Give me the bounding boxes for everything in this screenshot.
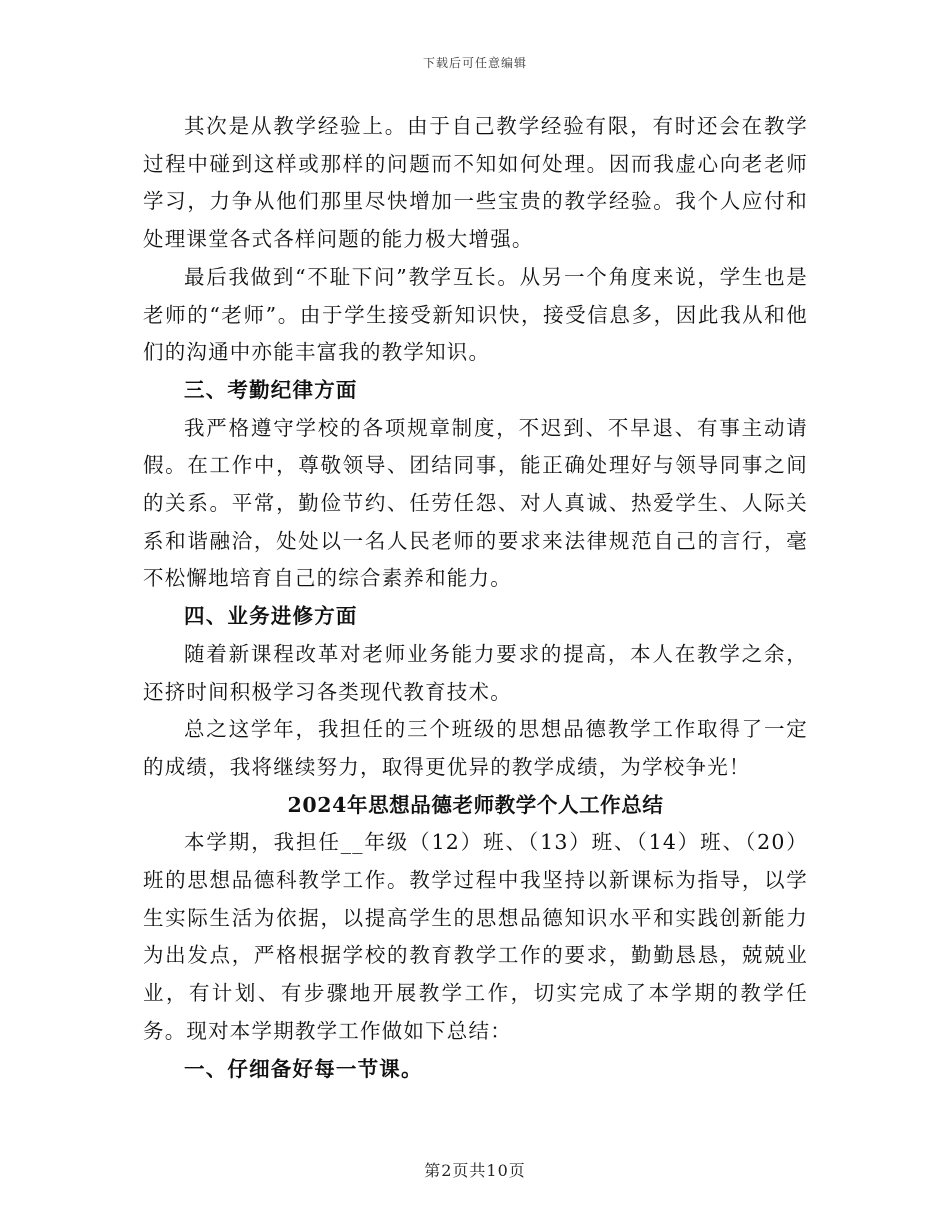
document-title: 2024年思想品德老师教学个人工作总结 <box>287 792 664 817</box>
paragraph-conclusion: 总之这学年，我担任的三个班级的思想品德教学工作取得了一定的成绩，我将继续努力，取得更优异的教学成绩，为学校争光！ <box>143 717 808 779</box>
section-heading-attendance: 三、考勤纪律方面 <box>184 377 358 402</box>
paragraph-attendance: 我严格遵守学校的各项规章制度，不迟到、不早退、有事主动请假。在工作中，尊敬领导、团结同事，能正确处理好与领导同事之间的关系。平常，勤俭节约、任劳任怨、对人真诚、热爱学生、人际关系和谐融洽，处处以一名人民老师的要求来法律规范自己的言行，毫不松懈地培育自己的综合素养和能力。 <box>143 415 808 591</box>
page-header: 下载后可任意编辑 <box>422 56 527 70</box>
paragraph-ask-students: 最后我做到“不耻下问”教学互长。从另一个角度来说，学生也是老师的“老师”。由于学生接受新知识快，接受信息多，因此我从和他们的沟通中亦能丰富我的教学知识。 <box>143 264 808 365</box>
document-body <box>143 108 808 1088</box>
page-footer: 第2页共10页 <box>424 1161 526 1180</box>
section-heading-professional-study: 四、业务进修方面 <box>184 604 358 629</box>
paragraph-teaching-experience: 其次是从教学经验上。由于自己教学经验有限，有时还会在教学过程中碰到这样或那样的问题而不知如何处理。因而我虚心向老老师学习，力争从他们那里尽快增加一些宝贵的教学经验。我个人应付和处理课堂各式各样问题的能力极大增强。 <box>143 114 808 252</box>
section-heading-lesson-prep: 一、仔细备好每一节课。 <box>184 1056 423 1081</box>
paragraph-semester-intro: 本学期，我担任__年级（12）班、（13）班、（14）班、（20）班的思想品德科教学工作。教学过程中我坚持以新课标为指导，以学生实际生活为依据，以提高学生的思想品德知识水平和实践创新能力为出发点，严格根据学校的教育教学工作的要求，勤勤恳恳，兢兢业业，有计划、有步骤地开展教学工作，切实完成了本学期的教学任务。现对本学期教学工作做如下总结： <box>143 830 808 1043</box>
paragraph-professional-study: 随着新课程改革对老师业务能力要求的提高，本人在教学之余，还挤时间积极学习各类现代教育技术。 <box>143 641 808 704</box>
